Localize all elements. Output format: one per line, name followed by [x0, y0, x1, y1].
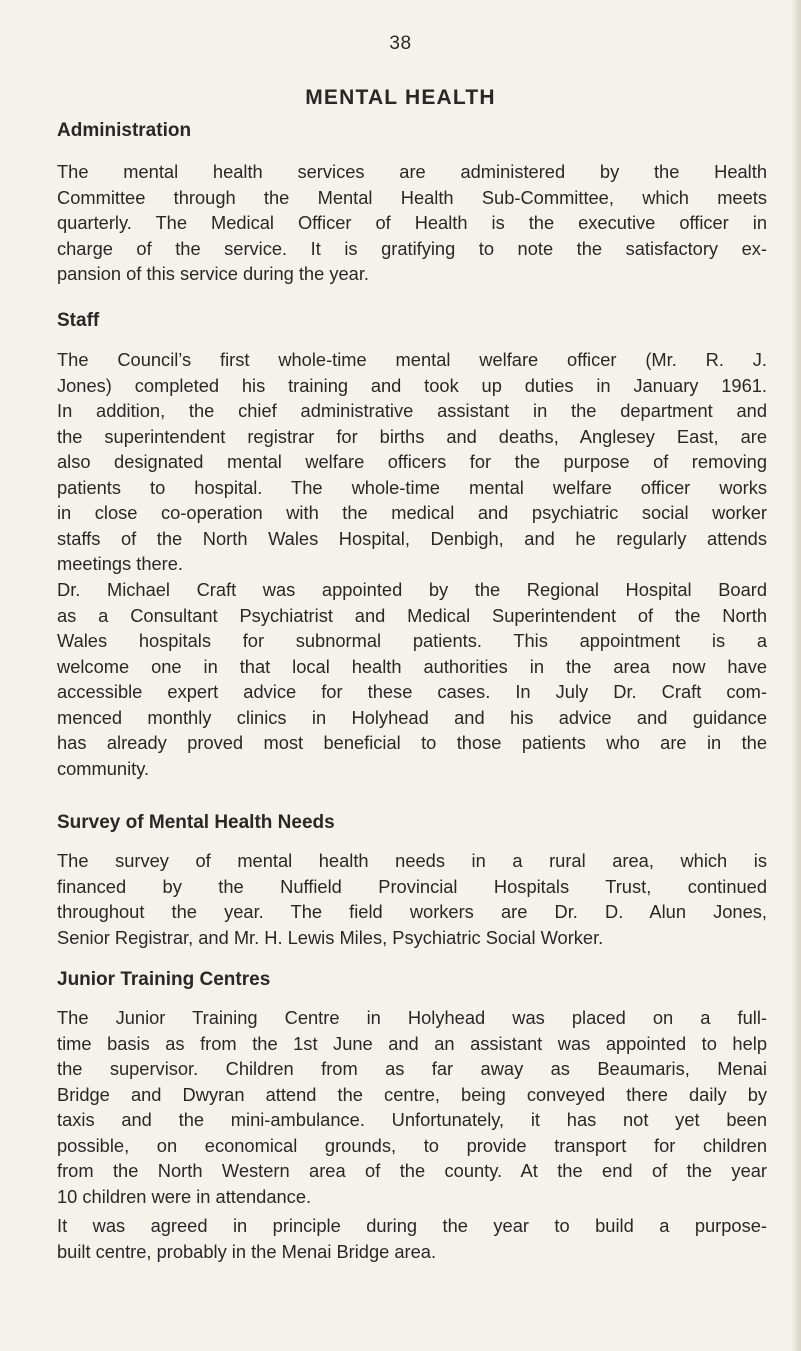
text-line: meetings there.: [57, 553, 184, 574]
text-line: community.: [57, 757, 150, 779]
text-line: welcome one in that local health authorities in the area now have: [57, 655, 767, 677]
page-edge-shadow: [791, 0, 801, 1351]
text-line: It was agreed in principle during the year to build a purpose-: [57, 1215, 767, 1236]
text-line: The Junior Training Centre in Holyhead was placed on a full-: [57, 1007, 767, 1028]
text-line: financed by the Nuffield Provincial Hospitals Trust, continued: [57, 875, 767, 897]
section-heading-survey: Survey of Mental Health Needs: [57, 812, 335, 833]
text-line: throughout the year. The field workers are Dr. D. Alun Jones,: [57, 901, 767, 922]
text-line: time basis as from the 1st June and an assistant was appointed to help: [57, 1032, 767, 1054]
paragraph-administration-1: [57, 159, 767, 287]
text-line: taxis and the mini-ambulance. Unfortunately, it has not yet been: [57, 1109, 767, 1130]
page-number: 38: [389, 33, 412, 54]
text-line: accessible expert advice for these cases. In July Dr. Craft com-: [57, 681, 767, 702]
text-line: The mental health services are administered by the Health: [57, 161, 767, 182]
text-line: possible, on economical grounds, to provide transport for children: [57, 1134, 767, 1156]
text-line: charge of the service. It is gratifying to note the satisfactory ex-: [57, 237, 767, 259]
paragraph-junior-training-2: [57, 1213, 767, 1264]
section-heading-junior-training-centres: Junior Training Centres: [57, 969, 271, 990]
text-line: Dr. Michael Craft was appointed by the Regional Hospital Board: [57, 579, 767, 600]
text-line: in close co-operation with the medical and psychiatric social worker: [57, 502, 767, 523]
text-line: pansion of this service during the year.: [57, 263, 369, 284]
text-line: quarterly. The Medical Officer of Health is the executive officer in: [57, 212, 767, 233]
text-line: has already proved most beneficial to those patients who are in the: [57, 732, 767, 753]
text-line: Wales hospitals for subnormal patients. This appointment is a: [57, 630, 767, 651]
text-line: built centre, probably in the Menai Bridge area.: [57, 1240, 437, 1262]
paragraph-survey-1: [57, 848, 767, 950]
paragraph-staff-1: [57, 347, 767, 577]
text-line: In addition, the chief administrative assistant in the department and: [57, 400, 767, 421]
text-line: Committee through the Mental Health Sub-Committee, which meets: [57, 186, 767, 208]
text-line: the supervisor. Children from as far away as Beaumaris, Menai: [57, 1058, 767, 1079]
text-line: staffs of the North Wales Hospital, Denbigh, and he regularly attends: [57, 527, 767, 549]
text-line: menced monthly clinics in Holyhead and his advice and guidance: [57, 706, 767, 728]
text-line: The Council’s first whole-time mental welfare officer (Mr. R. J.: [57, 349, 767, 370]
page-title: MENTAL HEALTH: [305, 86, 496, 109]
paragraph-staff-2: [57, 577, 767, 781]
section-heading-staff: Staff: [57, 310, 100, 331]
text-line: Bridge and Dwyran attend the centre, being conveyed there daily by: [57, 1083, 767, 1105]
text-line: Senior Registrar, and Mr. H. Lewis Miles, Psychiatric Social Worker.: [57, 926, 604, 948]
section-heading-administration: Administration: [57, 120, 192, 141]
text-line: also designated mental welfare officers for the purpose of removing: [57, 451, 767, 472]
text-line: The survey of mental health needs in a rural area, which is: [57, 850, 767, 871]
text-line: 10 children were in attendance.: [57, 1185, 312, 1207]
text-line: Jones) completed his training and took up duties in January 1961.: [57, 374, 767, 396]
text-line: as a Consultant Psychiatrist and Medical Superintendent of the North: [57, 604, 767, 626]
text-line: from the North Western area of the county. At the end of the year: [57, 1160, 767, 1181]
text-line: the superintendent registrar for births and deaths, Anglesey East, are: [57, 425, 767, 447]
text-line: patients to hospital. The whole-time mental welfare officer works: [57, 476, 767, 498]
paragraph-junior-training-1: [57, 1005, 767, 1209]
